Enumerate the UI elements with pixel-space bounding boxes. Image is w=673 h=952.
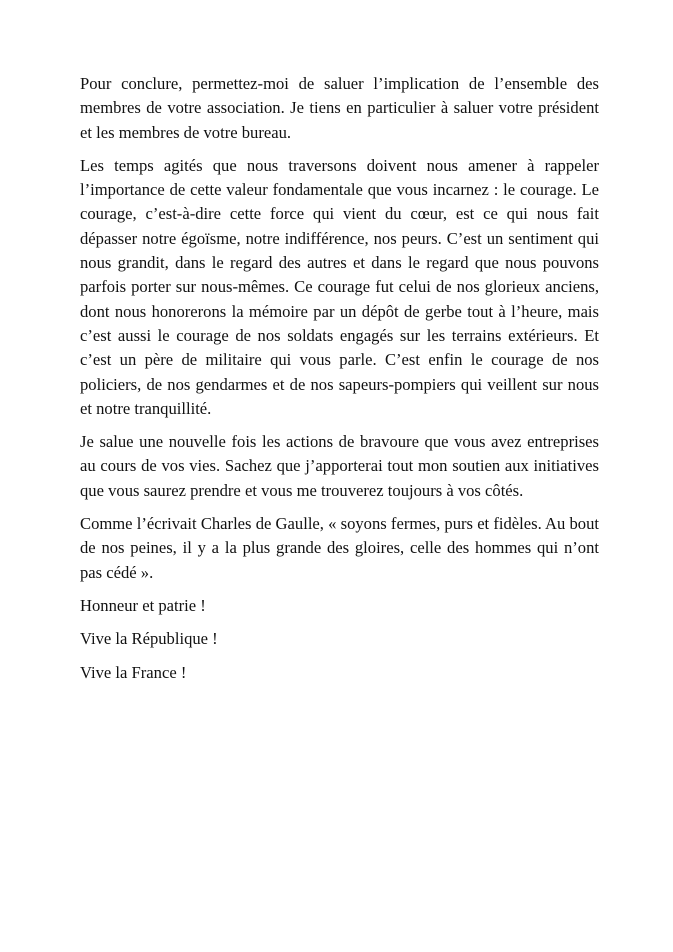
speech-text-block <box>80 72 599 694</box>
closing-honneur-et-patrie: Honneur et patrie ! <box>80 595 206 615</box>
closing-vive-la-france: Vive la France ! <box>80 662 187 682</box>
closing-vive-la-republique: Vive la République ! <box>80 629 218 649</box>
paragraph-bravery: Je salue une nouvelle fois les actions de bravoure que vous avez entreprises au cours de vos vies. Sachez que j’apporterai tout mon soutien aux initiatives que vous saurez prendre et vous me trouverez toujours à vos côtés. <box>80 432 599 500</box>
paragraph-de-gaulle-quote: Comme l’écrivait Charles de Gaulle, « soyons fermes, purs et fidèles. Au bout de nos peines, il y a la plus grande des gloires, celle des hommes qui n’ont pas cédé ». <box>80 514 599 582</box>
paragraph-conclusion: Pour conclure, permettez-moi de saluer l’implication de l’ensemble des membres de votre association. Je tiens en particulier à saluer votre président et les membres de votre bureau. <box>80 74 599 142</box>
paragraph-courage: Les temps agités que nous traversons doivent nous amener à rappeler l’importance de cette valeur fondamentale que vous incarnez : le courage. Le courage, c’est-à-dire cette force qui vient du cœur, est ce qui nous fait dépasser notre égoïsme, notre indifférence, nos peurs. C’est un sentiment qui nous grandit, dans le regard des autres et dans le regard que nous pouvons parfois porter sur nous-mêmes. Ce courage fut celui de nos glorieux anciens, dont nous honorerons la mémoire par un dépôt de gerbe tout à l’heure, mais c’est aussi le courage de nos soldats engagés sur les terrains extérieurs. Et c’est un père de militaire qui vous parle. C’est enfin le courage de nos policiers, de nos gendarmes et de nos sapeurs-pompiers qui veillent sur nous et notre tranquillité. <box>80 155 599 418</box>
